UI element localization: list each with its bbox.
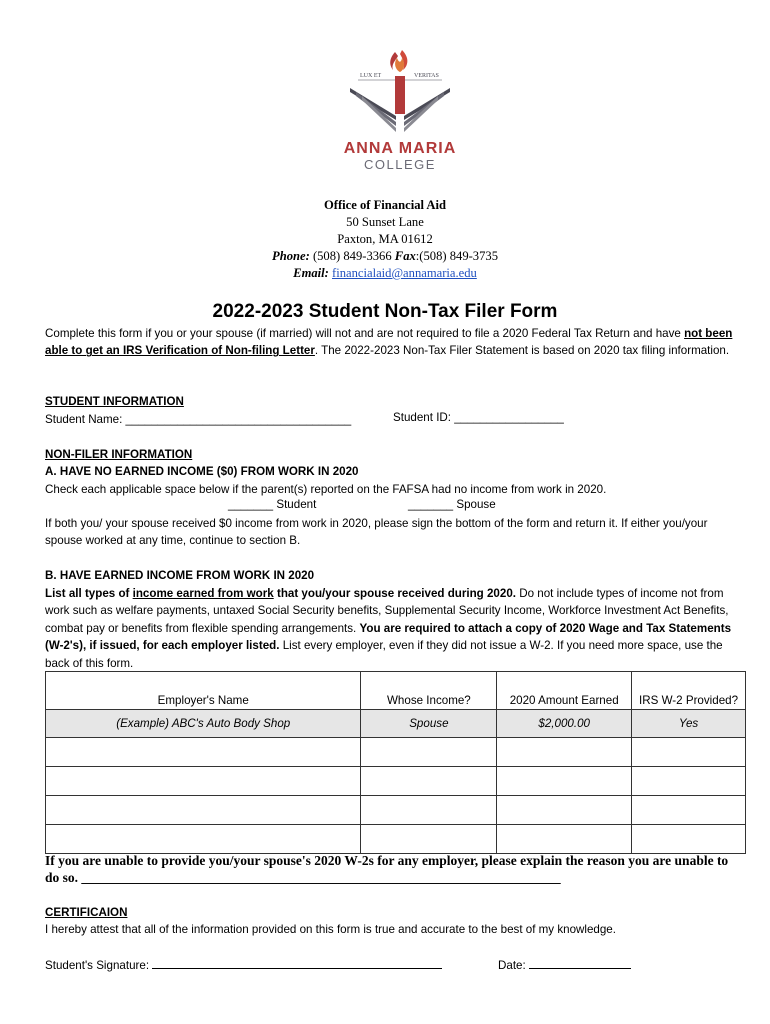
table-cell[interactable] xyxy=(361,825,497,854)
section-a-heading: A. HAVE NO EARNED INCOME ($0) FROM WORK IN 2020 xyxy=(45,465,359,478)
b-text-underlined: income earned from work xyxy=(132,587,274,600)
certification-heading: CERTIFICAION xyxy=(45,906,128,919)
phone-number: (508) 849-3366 xyxy=(312,249,392,263)
example-amount: $2,000.00 xyxy=(497,710,632,738)
section-a-note: If both you/ your spouse received $0 income from work in 2020, please sign the bottom of the form and return it. If either you/your spouse worked at any time, continue to section B. xyxy=(45,517,708,548)
spouse-checkbox-line[interactable]: _______ Spouse xyxy=(408,498,496,511)
table-row[interactable] xyxy=(46,738,746,767)
table-cell[interactable] xyxy=(497,738,632,767)
date-blank[interactable] xyxy=(529,956,631,969)
table-cell[interactable] xyxy=(46,796,361,825)
section-b-text xyxy=(45,585,735,672)
motto-right: VERITAS xyxy=(414,73,439,79)
table-cell[interactable] xyxy=(46,767,361,796)
header-w2-provided: IRS W-2 Provided? xyxy=(632,672,746,710)
table-cell[interactable] xyxy=(497,767,632,796)
motto-left: LUX ET xyxy=(360,73,382,79)
table-cell[interactable] xyxy=(497,825,632,854)
student-checkbox-line[interactable]: _______ Student xyxy=(228,498,317,511)
employer-table xyxy=(45,671,746,854)
email-label: Email: xyxy=(293,266,329,280)
book-icon xyxy=(350,76,450,132)
w2-explanation-field[interactable]: If you are unable to provide you/your spouse's 2020 W-2s for any employer, please explain the reason you are unable to do so. _______________________________________________________________________ xyxy=(45,853,729,885)
intro-text-1: Complete this form if you or your spouse (if married) will not and are not required to file a 2020 Federal Tax Return and have xyxy=(45,327,685,340)
office-city: Paxton, MA 01612 xyxy=(337,232,433,246)
table-row[interactable] xyxy=(46,825,746,854)
fax-label: Fax xyxy=(394,249,416,263)
table-cell[interactable] xyxy=(632,767,746,796)
b-text-5: List every employer, even if they did not issue a W-2. If you need more space, use the back of this form. xyxy=(45,639,723,670)
example-w2: Yes xyxy=(632,710,746,738)
b-text-2: that you/your spouse received during 2020. xyxy=(273,587,516,600)
table-cell[interactable] xyxy=(361,796,497,825)
signature-blank[interactable] xyxy=(152,956,442,969)
table-row[interactable] xyxy=(46,767,746,796)
b-text-1: List all types of xyxy=(45,587,133,600)
date-label: Date: xyxy=(498,959,529,972)
example-employer: (Example) ABC's Auto Body Shop xyxy=(46,710,361,738)
example-whose-income: Spouse xyxy=(361,710,497,738)
torch-flame-icon xyxy=(390,50,407,72)
table-cell[interactable] xyxy=(361,738,497,767)
fax-number: :(508) 849-3735 xyxy=(415,249,498,263)
signature-line[interactable] xyxy=(45,956,442,972)
table-cell[interactable] xyxy=(632,796,746,825)
student-info-heading: STUDENT INFORMATION xyxy=(45,395,184,408)
example-row xyxy=(46,710,746,738)
form-title: 2022-2023 Student Non-Tax Filer Form xyxy=(212,301,558,322)
b-text-3: Do not include types of income not from work such as welfare payments, untaxed Social Security benefits, Supplemental Security Income, Workforce Investment Act Benefits, combat pay or benefits from flexible spending arrangements. xyxy=(45,587,729,635)
phone-label: Phone: xyxy=(272,249,310,263)
b-text-4: You are required to attach a copy of 2020 Wage and Tax Statements (W-2's), if issued, for each employer listed. xyxy=(45,621,732,653)
office-street: 50 Sunset Lane xyxy=(346,215,424,229)
intro-text-2: . The 2022-2023 Non-Tax Filer Statement is based on 2020 tax filing information. xyxy=(314,344,730,358)
office-phone-line xyxy=(0,248,770,265)
header-employer-name: Employer's Name xyxy=(46,672,361,710)
student-id-field[interactable]: Student ID: _________________ xyxy=(393,411,564,424)
college-logo xyxy=(340,48,460,173)
email-link[interactable]: financialaid@annamaria.edu xyxy=(332,266,477,280)
office-name: Office of Financial Aid xyxy=(323,198,447,212)
signature-label: Student's Signature: xyxy=(45,959,153,972)
table-cell[interactable] xyxy=(497,796,632,825)
section-a-text: Check each applicable space below if the parent(s) reported on the FAFSA had no income from work in 2020. xyxy=(45,483,607,496)
table-row[interactable] xyxy=(46,796,746,825)
section-b-heading: B. HAVE EARNED INCOME FROM WORK IN 2020 xyxy=(45,569,315,582)
certification-text: I hereby attest that all of the information provided on this form is true and accurate to the best of my knowledge. xyxy=(45,923,616,936)
table-header-row xyxy=(46,672,746,710)
college-name-line1: ANNA MARIA xyxy=(343,140,457,157)
table-cell[interactable] xyxy=(632,738,746,767)
college-name-line2: COLLEGE xyxy=(364,157,436,172)
header-amount-earned: 2020 Amount Earned xyxy=(497,672,632,710)
date-line[interactable] xyxy=(498,956,631,972)
student-name-field[interactable]: Student Name: ___________________________________ xyxy=(45,413,352,426)
table-cell[interactable] xyxy=(46,738,361,767)
intro-emphasis: not been able to get an IRS Verification of Non-filing Letter xyxy=(45,327,733,358)
table-cell[interactable] xyxy=(632,825,746,854)
table-cell[interactable] xyxy=(361,767,497,796)
office-email-line xyxy=(0,265,770,282)
header-whose-income: Whose Income? xyxy=(361,672,497,710)
office-address-block xyxy=(0,197,770,282)
intro-paragraph xyxy=(45,325,735,360)
non-filer-heading: NON-FILER INFORMATION xyxy=(45,448,193,461)
table-cell[interactable] xyxy=(46,825,361,854)
